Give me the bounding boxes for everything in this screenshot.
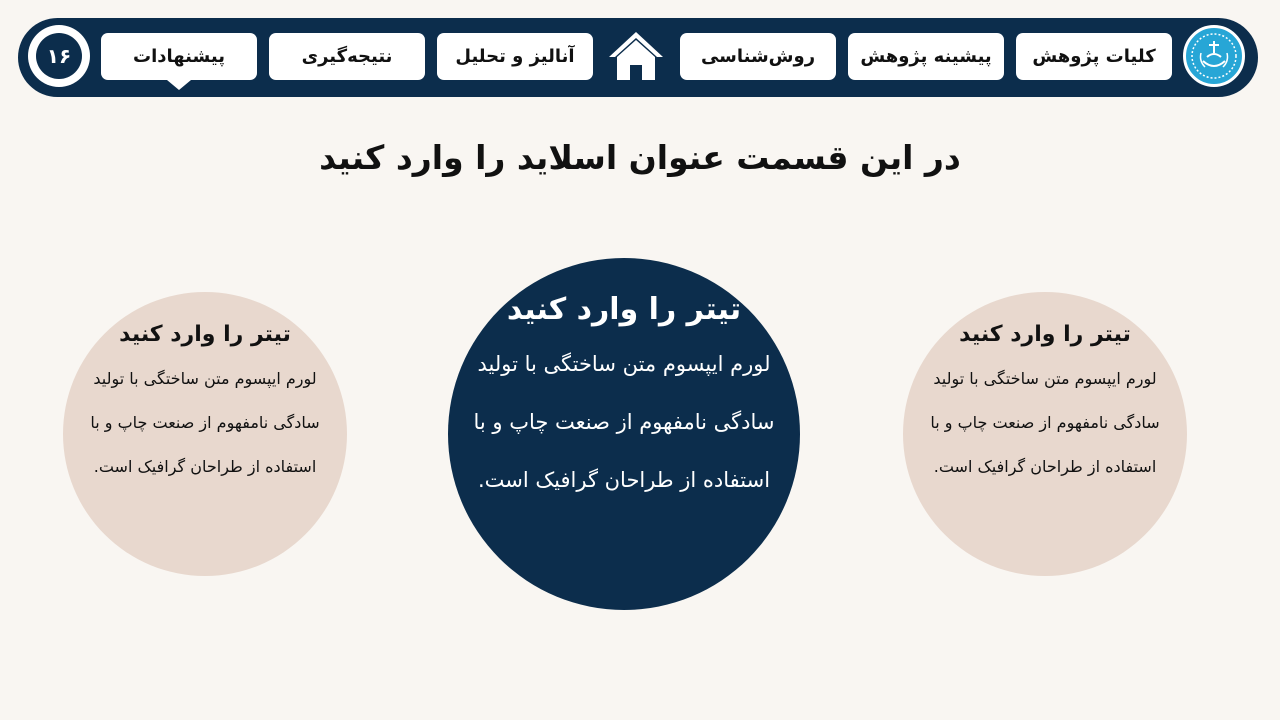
- card-body: لورم ایپسوم متن ساختگی با تولید سادگی نامفهوم از صنعت چاپ و با استفاده از طراحان گرافیک است.: [473, 352, 775, 492]
- card-title: تیتر را وارد کنید: [959, 322, 1131, 347]
- card-body: لورم ایپسوم متن ساختگی با تولید سادگی نامفهوم از صنعت چاپ و با استفاده از طراحان گرافیک است.: [90, 369, 320, 476]
- nav-item-recommendations[interactable]: پیشنهادات: [101, 33, 257, 80]
- card-right: [903, 292, 1187, 576]
- card-left: [63, 292, 347, 576]
- nav-item-literature[interactable]: پیشینه پژوهش: [848, 33, 1004, 80]
- card-center: [448, 258, 800, 610]
- home-icon[interactable]: [606, 29, 666, 83]
- slide-title: در این قسمت عنوان اسلاید را وارد کنید: [319, 138, 961, 177]
- page-number: ۱۶: [36, 33, 82, 79]
- nav-item-overview[interactable]: کلیات پژوهش: [1016, 33, 1172, 80]
- nav-item-methodology[interactable]: روش‌شناسی: [680, 33, 836, 80]
- university-logo-icon: [1183, 25, 1245, 87]
- card-title: تیتر را وارد کنید: [119, 322, 291, 347]
- page-number-badge: [28, 25, 90, 87]
- nav-item-analysis[interactable]: آنالیز و تحلیل: [437, 33, 593, 80]
- card-body: لورم ایپسوم متن ساختگی با تولید سادگی نامفهوم از صنعت چاپ و با استفاده از طراحان گرافیک است.: [930, 369, 1160, 476]
- nav-item-conclusion[interactable]: نتیجه‌گیری: [269, 33, 425, 80]
- card-title: تیتر را وارد کنید: [506, 292, 742, 327]
- active-tab-pointer: [167, 80, 191, 90]
